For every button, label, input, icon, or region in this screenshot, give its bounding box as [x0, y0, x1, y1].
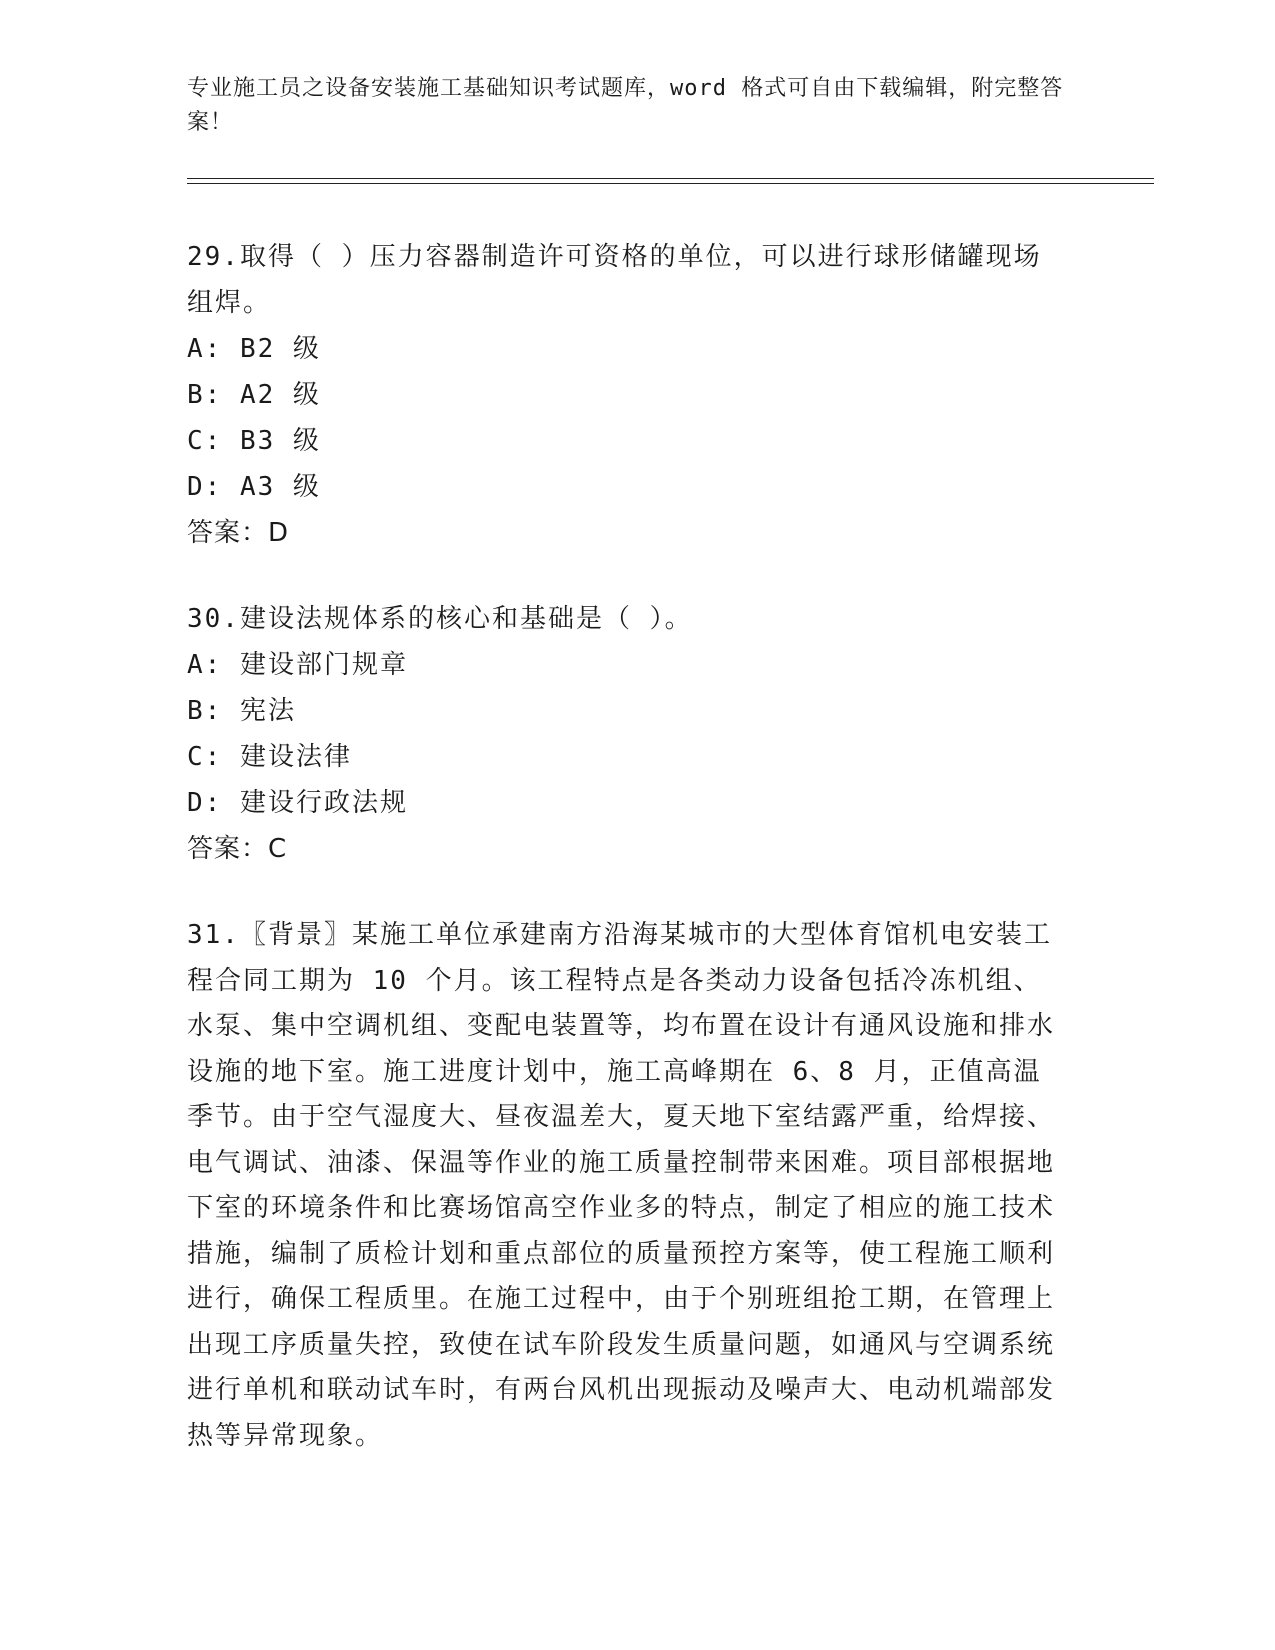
option-d: D: 建设行政法规 [187, 788, 408, 818]
option-a: A: 建设部门规章 [187, 650, 408, 680]
option-b: B: A2 级 [187, 380, 321, 410]
option-c: C: 建设法律 [187, 742, 352, 772]
option-d: D: A3 级 [187, 472, 321, 502]
header-divider-bottom [187, 183, 1154, 184]
option-b: B: 宪法 [187, 696, 296, 726]
answer-line: 答案：D [187, 518, 290, 548]
question-stem: 29.取得（ ）压力容器制造许可资格的单位，可以进行球形储罐现场组焊。 [187, 242, 1042, 318]
header-divider-top [187, 178, 1154, 179]
answer-line: 答案：C [187, 834, 288, 864]
question-31 [187, 913, 1067, 1459]
option-c: C: B3 级 [187, 426, 321, 456]
option-a: A: B2 级 [187, 334, 321, 364]
document-header [187, 72, 1067, 140]
question-stem: 31.〖背景〗某施工单位承建南方沿海某城市的大型体育馆机电安装工程合同工期为 10 个月。该工程特点是各类动力设备包括冷冻机组、水泵、集中空调机组、变配电装置等，均布置在设计有通风设施和排水设施的地下室。施工进度计划中，施工高峰期在 6、8 月，正值高温季节。由于空气湿度大、昼夜温差大，夏天地下室结露严重，给焊接、电气调试、油漆、保温等作业的施工质量控制带来困难。项目部根据地下室的环境条件和比赛场馆高空作业多的特点，制定了相应的施工技术措施，编制了质检计划和重点部位的质量预控方案等，使工程施工顺利进行，确保工程质里。在施工过程中，由于个别班组抢工期，在管理上出现工序质量失控，致使在试车阶段发生质量问题，如通风与空调系统进行单机和联动试车时，有两台风机出现振动及噪声大、电动机端部发热等异常现象。 [187, 920, 1056, 1451]
header-text: 专业施工员之设备安装施工基础知识考试题库，word 格式可自由下载编辑，附完整答案！ [187, 76, 1064, 135]
question-stem: 30.建设法规体系的核心和基础是（ ）。 [187, 604, 693, 634]
question-29 [187, 234, 1067, 556]
question-30 [187, 596, 1067, 872]
